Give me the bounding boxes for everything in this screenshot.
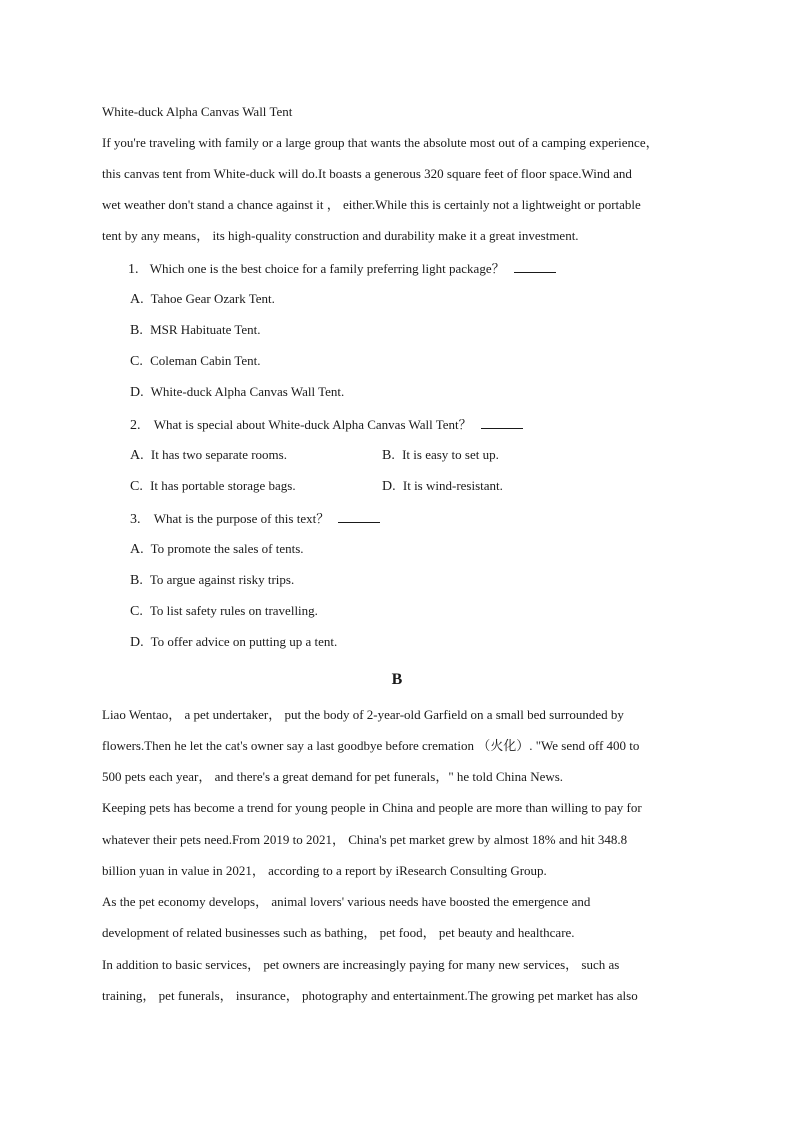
question-text: What is special about White-duck Alpha Canvas Wall Tent？ bbox=[153, 417, 472, 432]
passage-line: billion yuan in value in 2021， according to a report by iResearch Consulting Group. bbox=[102, 863, 547, 878]
passage-line: whatever their pets need.From 2019 to 2021， China's pet market grew by almost 18% and hit 348.8 bbox=[102, 832, 628, 847]
passage-line: Keeping pets has become a trend for young people in China and people are more than willing to pay for bbox=[102, 800, 642, 815]
option-letter: C. bbox=[130, 354, 143, 369]
option-letter: A. bbox=[130, 448, 144, 463]
option-text: Tahoe Gear Ozark Tent. bbox=[150, 291, 275, 306]
option-text: To offer advice on putting up a tent. bbox=[150, 634, 338, 649]
passage-line: training， pet funerals， insurance， photography and entertainment.The growing pet market has also bbox=[102, 988, 638, 1003]
passage-line: flowers.Then he let the cat's owner say a last goodbye before cremation （火化）. "We send off 400 to bbox=[102, 738, 640, 753]
option-item bbox=[130, 291, 275, 308]
question-1 bbox=[128, 260, 556, 278]
question-text: What is the purpose of this text？ bbox=[153, 511, 330, 526]
option-item bbox=[130, 541, 304, 558]
passage-line: development of related businesses such as bathing， pet food， pet beauty and healthcare. bbox=[102, 925, 575, 940]
passage-line: wet weather don't stand a chance against it ， either.While this is certainly not a lightweight or portable bbox=[102, 197, 641, 212]
option-text: White-duck Alpha Canvas Wall Tent. bbox=[150, 384, 345, 399]
question-2 bbox=[130, 416, 523, 434]
answer-blank bbox=[481, 416, 523, 429]
passage-line: 500 pets each year， and there's a great demand for pet funerals，" he told China News. bbox=[102, 769, 564, 784]
option-letter: A. bbox=[130, 292, 144, 307]
option-letter: D. bbox=[130, 385, 144, 400]
option-text: It is easy to set up. bbox=[402, 447, 499, 462]
option-item bbox=[130, 478, 296, 495]
section-heading: B bbox=[391, 671, 403, 688]
option-letter: B. bbox=[382, 448, 395, 463]
option-letter: C. bbox=[130, 604, 143, 619]
option-text: It has portable storage bags. bbox=[150, 478, 296, 493]
option-text: To promote the sales of tents. bbox=[150, 541, 304, 556]
option-item bbox=[130, 447, 287, 464]
option-text: It has two separate rooms. bbox=[150, 447, 287, 462]
option-item bbox=[130, 572, 294, 589]
answer-blank bbox=[338, 510, 380, 523]
question-3 bbox=[130, 510, 380, 528]
option-letter: B. bbox=[130, 573, 143, 588]
option-text: To list safety rules on travelling. bbox=[149, 603, 318, 618]
option-letter: D. bbox=[130, 635, 144, 650]
passage-title: White-duck Alpha Canvas Wall Tent bbox=[102, 104, 293, 119]
option-text: To argue against risky trips. bbox=[149, 572, 295, 587]
passage-line: tent by any means， its high-quality construction and durability make it a great investment. bbox=[102, 228, 579, 243]
option-letter: C. bbox=[130, 479, 143, 494]
passage-line: In addition to basic services， pet owners are increasingly paying for many new services， such as bbox=[102, 957, 620, 972]
option-text: It is wind-resistant. bbox=[402, 478, 503, 493]
option-letter: B. bbox=[130, 323, 143, 338]
option-item bbox=[382, 447, 499, 464]
passage-line: If you're traveling with family or a large group that wants the absolute most out of a camping experience， bbox=[102, 135, 659, 150]
option-item bbox=[130, 634, 337, 651]
option-letter: D. bbox=[382, 479, 396, 494]
question-number: 3. bbox=[130, 512, 141, 527]
option-item bbox=[130, 322, 261, 339]
question-text: Which one is the best choice for a family preferring light package？ bbox=[149, 261, 505, 276]
option-letter: A. bbox=[130, 542, 144, 557]
passage-line: this canvas tent from White-duck will do.It boasts a generous 320 square feet of floor space.Wind and bbox=[102, 166, 632, 181]
option-text: Coleman Cabin Tent. bbox=[150, 353, 261, 368]
passage-line: As the pet economy develops， animal lovers' various needs have boosted the emergence and bbox=[102, 894, 591, 909]
option-item bbox=[130, 353, 261, 370]
option-item bbox=[130, 603, 318, 620]
passage-line: Liao Wentao， a pet undertaker， put the body of 2-year-old Garfield on a small bed surrounded by bbox=[102, 707, 624, 722]
option-text: MSR Habituate Tent. bbox=[150, 322, 261, 337]
option-item bbox=[130, 384, 344, 401]
option-item bbox=[382, 478, 503, 495]
question-number: 2. bbox=[130, 418, 141, 433]
question-number: 1. bbox=[128, 262, 139, 277]
answer-blank bbox=[514, 260, 556, 273]
